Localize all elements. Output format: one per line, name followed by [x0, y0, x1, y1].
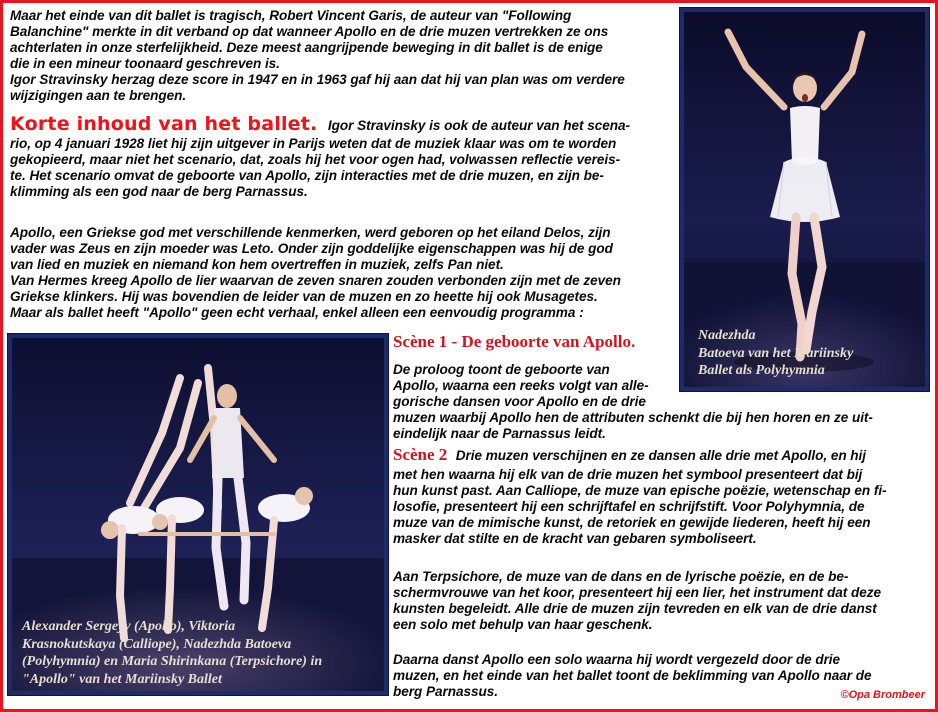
scene1-text-narrow: De proloog toont de geboorte van Apollo, waarna een reeks volgt van alle- gorische dansen voor Apollo en de drie: [393, 362, 649, 409]
summary-heading: Korte inhoud van het ballet.: [10, 113, 318, 135]
ensemble-caption: Alexander Sergeyv (Apollo), Viktoria Krasnokutskaya (Calliope), Nadezhda Batoeva (Polyhymnia) en Maria Shirinkana (Terpsichore) in "Apollo" van het Mariinsky Ballet: [22, 619, 323, 687]
scene2-first-line: Drie muzen verschijnen en ze dansen alle drie met Apollo, en hij: [455, 448, 867, 463]
scene2-heading-line: [393, 445, 933, 465]
ensemble-photo: [8, 334, 388, 695]
polyhymnia-photo: [680, 8, 929, 391]
apollo-paragraph: Apollo, een Griekse god met verschillende kenmerken, werd geboren op het eiland Delos, zijn vader was Zeus en zijn moeder was Leto. Onder zijn goddelijke eigenschappen was hij de god van lied en muziek en niemand kon hem overtreffen in muziek, zelfs Pan niet. Van Hermes kreeg Apollo de lier waarvan de zeven snaren zouden verbonden zijn met de zeven Griekse klinkers. Hij was bovendien de leider van de muzen en zo heette hij ook Musagetes. Maar als ballet heeft "Apollo" geen echt verhaal, enkel alleen een eenvoudig programma :: [10, 225, 621, 320]
intro-paragraph: Maar het einde van dit ballet is tragisch, Robert Vincent Garis, de auteur van "Following Balanchine" merkte in dit verband op dat wanneer Apollo en de drie muzen vertrekken ze ons achterlaten in onze sterfelijkheid. Deze meest aangrijpende beweging in dit ballet is de enige die in een mineur toonaard geschreven is. Igor Stravinsky herzag deze score in 1947 en in 1963 gaf hij aan dat hij van plan was om verdere wijzigingen aan te brengen.: [10, 8, 625, 103]
terpsichore-paragraph: Aan Terpsichore, de muze van de dans en de lyrische poëzie, en de be- schermvrouwe van het koor, presenteert hij een lier, het instrument dat deze kunsten begeleidt. Alle drie de muzen zijn tevreden en elk van de drie danst een solo met behulp van haar geschenk.: [393, 569, 881, 632]
scene2-title: Scène 2: [393, 445, 448, 464]
summary-heading-line: [10, 113, 682, 135]
summary-first-line: Igor Stravinsky is ook de auteur van het scena-: [327, 118, 631, 133]
scene2-body: met hen waarna hij elk van de drie muzen het symbool presenteert dat bij hun kunst past. Aan Calliope, de muze van epische poëzie, wetenschap en fi- losofie, presenteert hij een schrijftafel en schrijfstift. Voor Polyhymnia, de muze van de mimische kunst, de retoriek en gewijde liederen, heeft hij een masker dat stilte en de kracht van gebaren symboliseert.: [393, 467, 887, 546]
polyhymnia-caption: Nadezhda Batoeva van het Mariinsky Ballet als Polyhymnia: [698, 328, 854, 378]
scene1-title: Scène 1 - De geboorte van Apollo.: [393, 332, 636, 351]
copyright-credit: ©Opa Brombeer: [840, 689, 925, 701]
finale-paragraph: Daarna danst Apollo een solo waarna hij wordt vergezeld door de drie muzen, en het einde van het ballet toont de beklimming van Apollo naar de berg Parnassus.: [393, 652, 872, 699]
summary-paragraph: rio, op 4 januari 1928 liet hij zijn uitgever in Parijs weten dat de muziek klaar was om te worden gekopieerd, maar niet het scenario, dat, zoals hij het voor ogen had, volwassen reflectie vereis- te. Het scenario omvat de geboorte van Apollo, zijn interacties met de drie muzen, en zijn be- klimming als een god naar de berg Parnassus.: [10, 136, 621, 199]
scene1-text-wide: muzen waarbij Apollo hen de attributen schenkt die bij hen horen en ze uit- eindelijk naar de Parnassus leidt.: [393, 410, 873, 441]
